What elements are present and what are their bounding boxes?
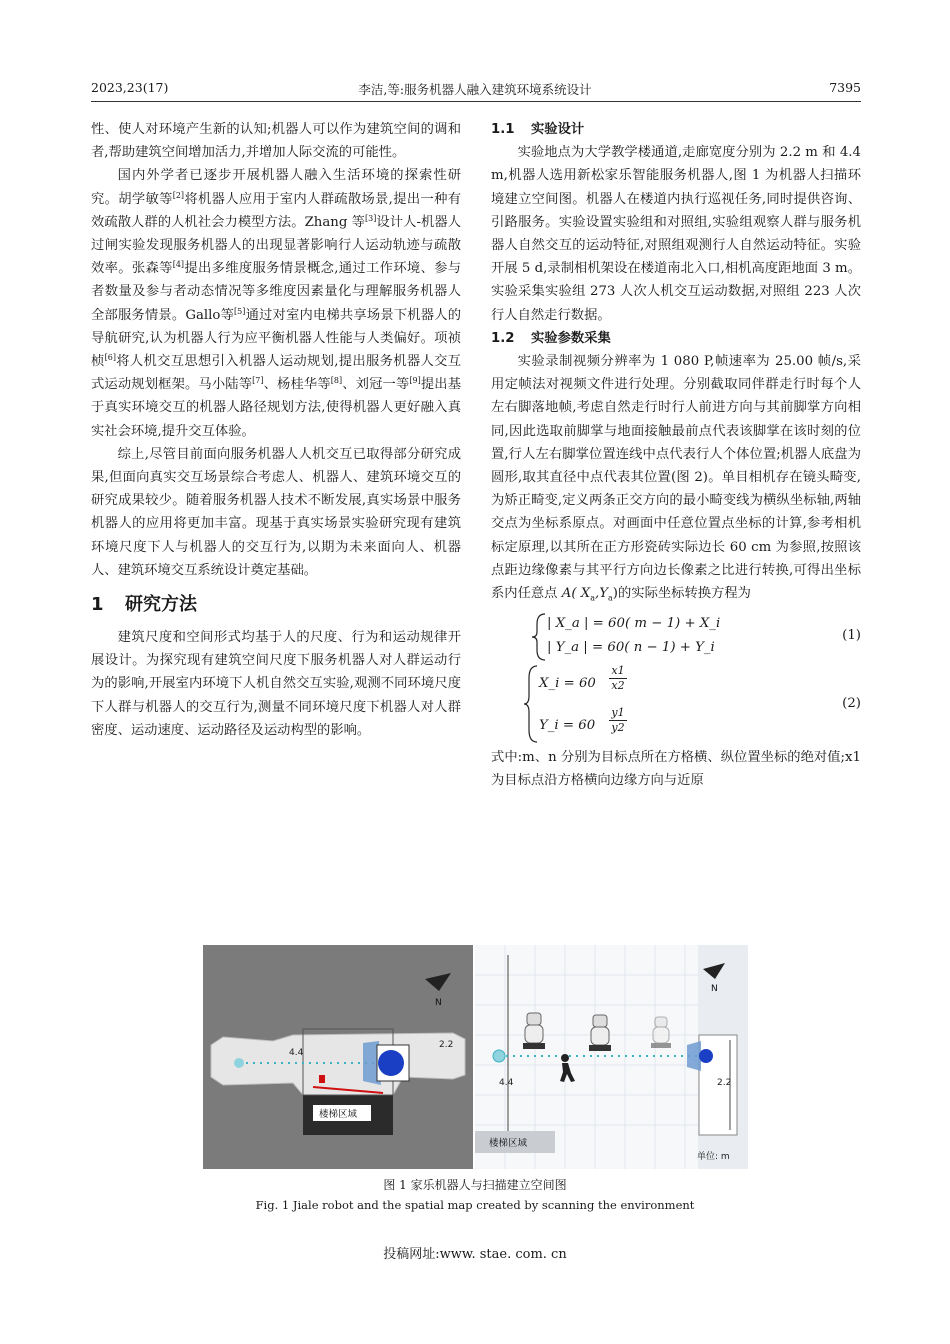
equation-2-y-lhs: Y_i = 60: [539, 717, 596, 733]
citation-8[interactable]: [8]: [330, 376, 343, 386]
schematic-start-point: [493, 1050, 505, 1062]
north-label-left: N: [435, 998, 442, 1008]
footer-submission-url[interactable]: 投稿网址:www. stae. com. cn: [383, 1247, 567, 1262]
schematic-robot: [699, 1049, 713, 1063]
schematic-unit-label: 单位: m: [697, 1152, 730, 1162]
equation-2: [491, 664, 861, 744]
equation-1-line-1: | X_a | = 60( m − 1) + X_i: [547, 615, 721, 631]
right-column: [491, 118, 861, 792]
north-label-right: N: [711, 984, 718, 994]
schematic-dim-22: 2.2: [717, 1078, 732, 1088]
equation-2-x-lhs: X_i = 60: [539, 675, 596, 691]
citation-2[interactable]: [2]: [172, 190, 185, 200]
citation-4[interactable]: [4]: [172, 260, 185, 270]
paragraph-related-work: 国内外学者已逐步开展机器人融入生活环境的探索性研究。胡学敏等[2]将机器人应用于室内人群疏散场景,提出一种有效疏散人群的人机社会力模型方法。Zhang 等[3]设计人-机器人过闸实验发现服务机器人的出现显著影响行人运动轨迹与疏散效率。张森等[4]提出多维度服务情景概念,通过工作环境、参与者数量及参与者动态情况等多维度因素量化与理解服务机器人全部服务情景。Gallo等[5]通过对室内电梯共享场景下机器人的导航研究,认为机器人行为应平衡机器人性能与人类偏好。项祯桢[6]将人机交互思想引入机器人运动规划,提出服务机器人交互式运动规划框架。马小陆等[7]、杨桂华等[8]、刘冠一等[9]提出基于真实环境交互的机器人路径规划方法,使得机器人更好融入真实社会环境,提升交互体验。: [91, 168, 462, 439]
left-column: [91, 118, 461, 742]
paragraph-parameters: 实验录制视频分辨率为 1 080 P,帧速率为 25.00 帧/s,采用定帧法对视频文件进行处理。分别截取同伴群走行时每个人左右脚落地帧,考虑自然走行时行人前进方向与其前脚掌方向相同,因此选取前脚掌与地面接触最前点代表该脚掌在该时刻的位置,行人左右脚掌位置连线中点代表行人个体位置;机器人底盘为圆形,取其直径中点代表其位置(图 2)。单目相机存在镜头畸变,为矫正畸变,定义两条正交方向的最小畸变线为横纵坐标轴,两轴交点为坐标系原点。对画面中任意位置点坐标的计算,参考相机标定原理,以其所在正方形瓷砖实际边长 60 cm 为参照,按照该点距边缘像素与其平行方向边长像素之比进行转换,可得出坐标系内任意点 A( $X_a,Y_a$)的实际坐标转换方程为: [491, 354, 861, 603]
equation-1-number: (1): [842, 627, 861, 643]
paragraph-method: 建筑尺度和空间形式均基于人的尺度、行为和运动规律开展设计。为探究现有建筑空间尺度下服务机器人对人群运动行为的影响,开展室内环境下人机自然交互实验,观测不同环境尺度下人群与机器人的交互行为,测量不同环境尺度下机器人对人群密度、运动速度、运动路径及运动构型的影响。: [91, 630, 461, 738]
figure-1-image: [203, 945, 748, 1169]
equation-2-number: (2): [842, 695, 861, 711]
subsection-heading-1-1: 1.1 实验设计: [491, 122, 585, 137]
figure-caption-en: Fig. 1 Jiale robot and the spatial map created by scanning the environment: [255, 1198, 695, 1212]
section-heading-1: 1 研究方法: [91, 594, 197, 616]
scan-map-dim-44: 4.4: [289, 1048, 304, 1058]
header-rule: [91, 101, 861, 102]
schematic-dim-44: 4.4: [499, 1078, 514, 1088]
scan-map-start-point: [234, 1058, 244, 1068]
equation-2-x-fraction: x1 x2: [609, 664, 627, 693]
citation-6[interactable]: [6]: [104, 353, 116, 363]
subsection-heading-1-2: 1.2 实验参数采集: [491, 330, 611, 346]
scan-map-stairs-label: 楼梯区域: [319, 1109, 358, 1120]
citation-3[interactable]: [3]: [365, 213, 377, 223]
scan-map-dim-22: 2.2: [439, 1040, 454, 1050]
figure-caption-cn: 图 1 家乐机器人与扫描建立空间图: [383, 1178, 567, 1192]
header-title: 李洁,等:服务机器人融入建筑环境系统设计: [358, 82, 592, 97]
citation-9[interactable]: [9]: [409, 376, 421, 386]
citation-7[interactable]: [7]: [252, 376, 264, 386]
scan-map-red-marker: [319, 1075, 325, 1083]
equation-2-y-fraction: y1 y2: [609, 706, 627, 735]
equation-1-line-2: | Y_a | = 60( n − 1) + Y_i: [547, 639, 715, 655]
paragraph-experiment-design: 实验地点为大学教学楼通道,走廊宽度分别为 2.2 m 和 4.4 m,机器人选用新松家乐智能服务机器人,图 1 为机器人扫描环境建立空间图。机器人在楼道内执行巡视任务,同时提供咨询、引路服务。实验设置实验组和对照组,实验组观察人群与服务机器人自然交互的运动特征,对照组观测行人自然运动特征。实验开展 5 d,录制相机架设在楼道南北入口,相机高度距地面 3 m。实验采集实验组 273 人次人机交互运动数据,对照组 223 人次行人自然走行数据。: [491, 145, 861, 323]
paragraph-summary: 综上,尽管目前面向服务机器人人机交互已取得部分研究成果,但面向真实交互场景综合考虑人、机器人、建筑环境交互的研究成果较少。随着服务机器人技术不断发展,真实场景中服务机器人的应用将更加丰富。现基于真实场景实验研究现有建筑环境尺度下人与机器人的交互行为,以期为未来面向人、机器人、建筑环境交互系统设计奠定基础。: [91, 446, 461, 578]
paragraph-where: 式中:m、n 分别为目标点所在方格横、纵位置坐标的绝对值;x1 为目标点沿方格横向边缘方向与近原: [491, 749, 861, 789]
citation-5[interactable]: [5]: [234, 306, 246, 316]
schematic-robot-beam: [687, 1041, 701, 1071]
schematic-stairs-label: 楼梯区域: [489, 1138, 528, 1149]
figure-1: [203, 945, 748, 1169]
header-page-number: 7395: [829, 80, 861, 95]
paragraph-continuation: 性、使人对环境产生新的认知;机器人可以作为建筑空间的调和者,帮助建筑空间增加活力,并增加人际交流的可能性。: [91, 122, 461, 161]
scan-map-robot: [378, 1050, 404, 1076]
header-volume: 2023,23(17): [91, 80, 169, 95]
equation-1: [491, 612, 861, 662]
